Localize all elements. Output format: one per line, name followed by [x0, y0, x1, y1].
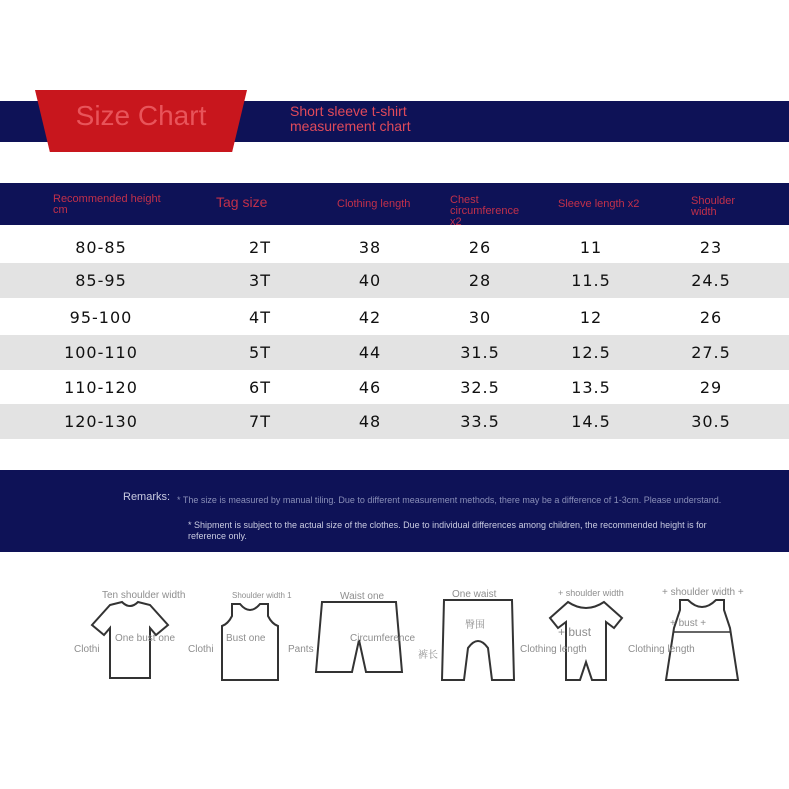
shorts-length-label: Pants: [288, 644, 314, 655]
cell-tag-size: 5T: [249, 343, 271, 362]
cell-shoulder: 27.5: [691, 343, 731, 362]
table-row: [0, 370, 789, 405]
cell-clothing-length: 42: [358, 308, 382, 327]
table-row: [0, 263, 789, 298]
cell-height: 110-120: [64, 378, 138, 397]
dress-bust-label: + bust +: [670, 618, 707, 629]
column-header-shoulder: Shoulder width: [691, 195, 736, 218]
column-header-tag-size: Tag size: [216, 194, 268, 210]
page-title: Size Chart: [75, 100, 207, 131]
cell-sleeve: 13.5: [571, 378, 611, 397]
vest-shoulder-label: Shoulder width 1: [232, 591, 292, 600]
remark-note-2: * Shipment is subject to the actual size of the clothes. Due to individual differences among children, the recommended height is for reference only.: [188, 520, 707, 541]
tshirt-length-label: Clothi: [74, 644, 100, 655]
vest-length-label: Clothi: [188, 644, 214, 655]
cell-shoulder: 30.5: [691, 412, 731, 431]
column-header-height: Recommended height cm: [53, 193, 161, 216]
column-header-chest: Chest circumference x2: [450, 194, 520, 228]
cell-clothing-length: 38: [358, 238, 382, 257]
pants-length-label: 裤长: [418, 650, 438, 661]
column-header-sleeve: Sleeve length x2: [558, 198, 640, 210]
dress-shoulder-label: + shoulder width +: [662, 587, 744, 598]
cell-tag-size: 4T: [249, 308, 271, 327]
pants-diagram: [438, 598, 518, 684]
cell-height: 80-85: [75, 238, 127, 257]
romper-diagram: [546, 600, 626, 684]
cell-sleeve: 14.5: [571, 412, 611, 431]
cell-chest: 31.5: [460, 343, 500, 362]
vest-bust-label: Bust one: [226, 633, 266, 644]
cell-clothing-length: 48: [358, 412, 382, 431]
pants-waist-label: One waist: [452, 589, 497, 600]
cell-shoulder: 26: [699, 308, 723, 327]
dress-length-label: Clothing length: [628, 644, 695, 655]
cell-sleeve: 12: [579, 308, 603, 327]
cell-height: 120-130: [64, 412, 138, 431]
cell-tag-size: 3T: [249, 271, 271, 290]
cell-clothing-length: 44: [358, 343, 382, 362]
table-row: [0, 335, 789, 370]
cell-clothing-length: 46: [358, 378, 382, 397]
remark-note-1: * The size is measured by manual tiling. Due to different measurement methods, there may be a difference of 1-3cm. Please understand.: [177, 495, 722, 505]
table-row: [0, 230, 789, 265]
romper-bust-label: + bust: [558, 625, 592, 639]
cell-tag-size: 7T: [249, 412, 271, 431]
tshirt-shoulder-label: Ten shoulder width: [102, 590, 186, 601]
cell-height: 95-100: [69, 308, 133, 327]
romper-length-label: Clothing length: [520, 644, 587, 655]
page-subtitle: Short sleeve t-shirt measurement chart: [290, 103, 411, 134]
tshirt-bust-label: One bust one: [115, 633, 176, 644]
cell-sleeve: 12.5: [571, 343, 611, 362]
romper-shoulder-label: + shoulder width: [558, 588, 624, 598]
garment-diagrams: [60, 580, 780, 710]
cell-chest: 30: [468, 308, 492, 327]
cell-tag-size: 6T: [249, 378, 271, 397]
table-header: [0, 183, 789, 228]
column-header-clothing-length: Clothing length: [337, 198, 411, 210]
cell-shoulder: 23: [699, 238, 723, 257]
cell-chest: 32.5: [460, 378, 500, 397]
shorts-waist-label: Waist one: [340, 591, 385, 602]
cell-chest: 28: [468, 271, 492, 290]
table-row: [0, 300, 789, 335]
dress-diagram: [664, 598, 740, 684]
cell-chest: 26: [468, 238, 492, 257]
pants-hip-label: 臀围: [465, 620, 485, 631]
cell-shoulder: 29: [699, 378, 723, 397]
table-row: [0, 404, 789, 439]
cell-height: 85-95: [75, 271, 127, 290]
remarks-label: Remarks:: [123, 491, 171, 503]
shorts-circumference-label: Circumference: [350, 633, 416, 644]
cell-shoulder: 24.5: [691, 271, 731, 290]
cell-tag-size: 2T: [249, 238, 271, 257]
cell-height: 100-110: [64, 343, 138, 362]
cell-sleeve: 11: [579, 238, 603, 257]
cell-clothing-length: 40: [358, 271, 382, 290]
cell-chest: 33.5: [460, 412, 500, 431]
cell-sleeve: 11.5: [571, 271, 611, 290]
